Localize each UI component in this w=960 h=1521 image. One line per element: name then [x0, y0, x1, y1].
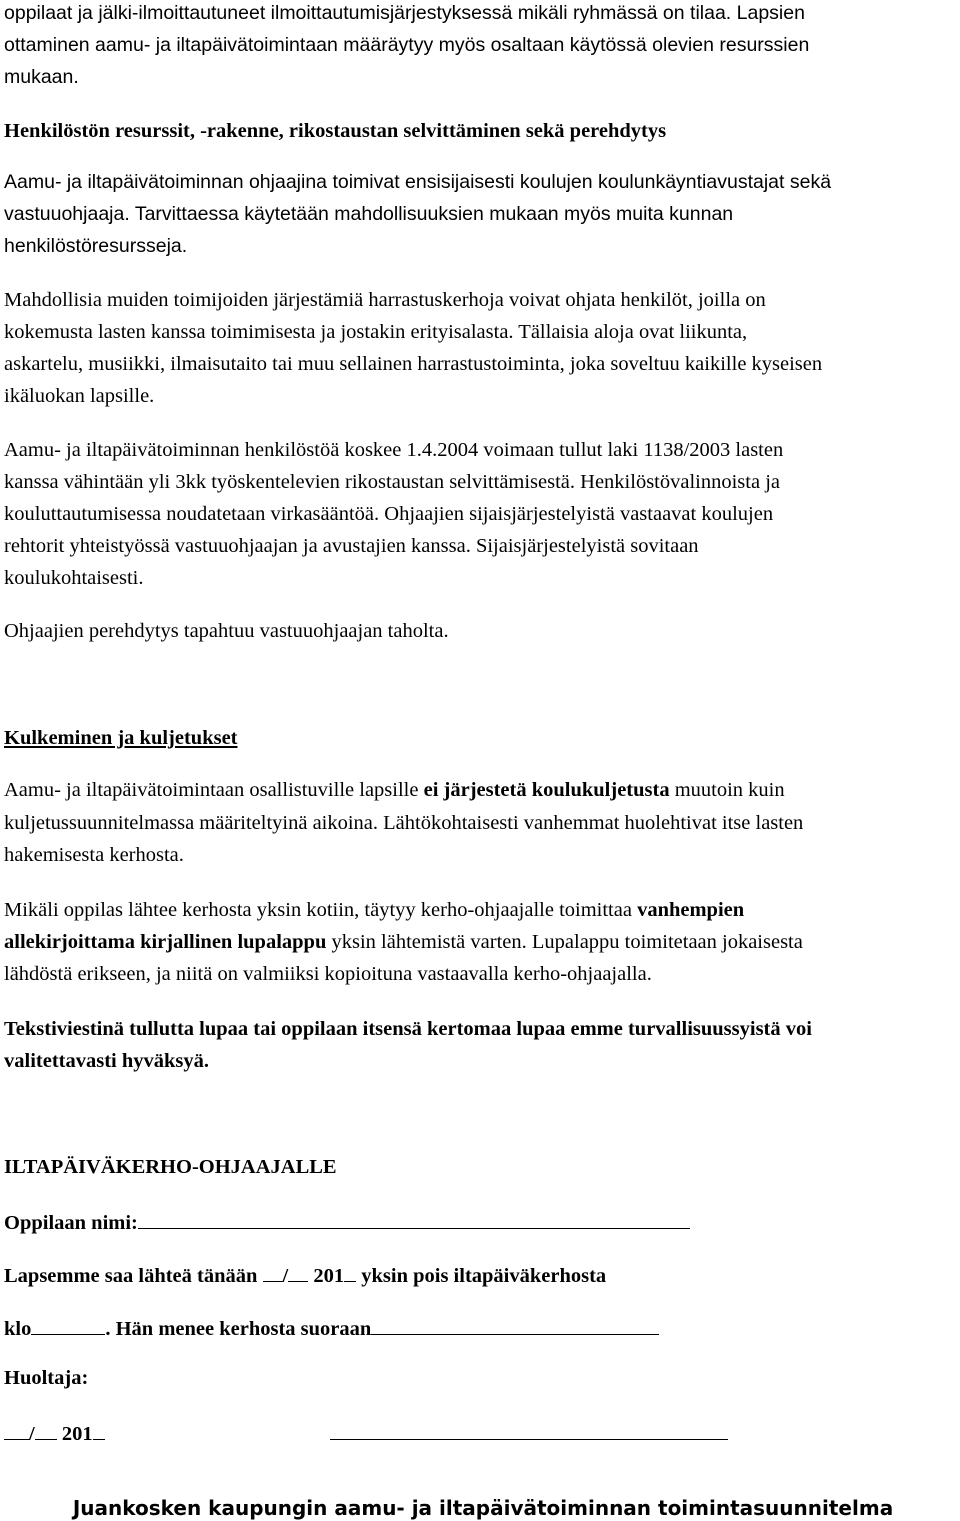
staff-paragraph-line: askartelu, musiikki, ilmaisutaito tai muu sellainen harrastustoiminta, joka soveltuu kaikille kyseisen [4, 353, 823, 375]
time-route-row [4, 1316, 659, 1340]
time-blank[interactable] [31, 1316, 105, 1335]
date-separator: / [282, 1265, 289, 1287]
intro-line: mukaan. [4, 66, 79, 88]
section-heading-transport: Kulkeminen ja kuljetukset [4, 727, 238, 749]
year-blank[interactable] [344, 1263, 356, 1282]
transport-paragraph-line [4, 780, 785, 801]
route-blank[interactable] [371, 1316, 659, 1335]
staff-paragraph-line: vastuuohjaaja. Tarvittaessa käytetään mahdollisuuksien mukaan myös muita kunnan [4, 203, 734, 225]
emphasis-no-transport: ei järjestetä koulukuljetusta [423, 779, 670, 801]
permission-row [4, 1263, 606, 1287]
transport-warning-line: valitettavasti hyväksyä. [4, 1050, 209, 1072]
student-name-label: Oppilaan nimi: [4, 1212, 138, 1234]
staff-paragraph-line: kokemusta lasten kanssa toimimisesta ja jostakin erityisalasta. Tällaisia aloja ovat liikunta, [4, 321, 748, 343]
staff-paragraph-line: Mahdollisia muiden toimijoiden järjestämiä harrastuskerhoja voivat ohjata henkilöt, joilla on [4, 289, 766, 311]
text-run: Mikäli oppilas lähtee kerhosta yksin kotiin, täytyy kerho-ohjaajalle toimittaa [4, 899, 638, 921]
route-text: . Hän menee kerhosta suoraan [105, 1318, 372, 1340]
month-blank[interactable] [288, 1263, 308, 1282]
year-prefix: 201 [56, 1423, 93, 1445]
text-run: muutoin kuin [669, 779, 785, 801]
staff-paragraph-line: kanssa vähintään yli 3kk työskentelevien rikostaustan selvittämisestä. Henkilöstövalinnoista ja [4, 471, 780, 493]
transport-paragraph-line [4, 900, 744, 921]
emphasis-permission: allekirjoittama kirjallinen lupalappu [4, 931, 327, 953]
student-name-row [4, 1210, 690, 1234]
transport-paragraph-line: kuljetussuunnitelmassa määriteltyinä aikoina. Lähtökohtaisesti vanhemmat huolehtivat itse lasten [4, 812, 804, 834]
signature-date-row [4, 1421, 105, 1445]
staff-paragraph-line: kouluttautumisessa noudatetaan virkasääntöä. Ohjaajien sijaisjärjestelyistä vastaavat koulujen [4, 503, 774, 525]
staff-paragraph-line: Aamu- ja iltapäivätoiminnan henkilöstöä koskee 1.4.2004 voimaan tullut laki 1138/2003 lasten [4, 439, 784, 461]
staff-paragraph-line: koulukohtaisesti. [4, 567, 144, 589]
year-prefix: 201 [308, 1265, 345, 1287]
intro-line: oppilaat ja jälki-ilmoittautuneet ilmoittautumisjärjestyksessä mikäli ryhmässä on tilaa. Lapsien [4, 2, 805, 24]
intro-line: ottaminen aamu- ja iltapäivätoimintaan määräytyy myös osaltaan käytössä olevien resurssien [4, 34, 810, 56]
month-blank[interactable] [35, 1421, 57, 1440]
year-blank[interactable] [93, 1421, 105, 1440]
staff-paragraph-line: ikäluokan lapsille. [4, 385, 155, 407]
footer-title: Juankosken kaupungin aamu- ja iltapäivätoiminnan toimintasuunnitelma [72, 1496, 894, 1520]
staff-paragraph-line: Ohjaajien perehdytys tapahtuu vastuuohjaajan taholta. [4, 620, 449, 642]
transport-paragraph-line: lähdöstä erikseen, ja niitä on valmiiksi kopioituna vastaavalla kerho-ohjaajalla. [4, 963, 652, 985]
transport-warning-line: Tekstiviestinä tullutta lupaa tai oppilaan itsensä kertomaa lupaa emme turvallisuussyistä voi [4, 1018, 812, 1040]
text-run: Aamu- ja iltapäivätoimintaan osallistuville lapsille [4, 779, 424, 801]
guardian-label: Huoltaja: [4, 1367, 89, 1389]
transport-paragraph-line [4, 932, 803, 953]
section-heading-staff: Henkilöstön resurssit, -rakenne, rikostaustan selvittäminen sekä perehdytys [4, 120, 667, 142]
emphasis-permission: vanhempien [637, 899, 745, 921]
transport-paragraph-line: hakemisesta kerhosta. [4, 844, 184, 866]
day-blank[interactable] [263, 1263, 283, 1282]
guardian-signature-line[interactable] [330, 1439, 728, 1440]
date-separator: / [29, 1423, 35, 1445]
staff-paragraph-line: henkilöstöresursseja. [4, 235, 188, 257]
text-run: yksin lähtemistä varten. Lupalappu toimitetaan jokaisesta [326, 931, 803, 953]
time-label: klo [4, 1318, 32, 1340]
staff-paragraph-line: rehtorit yhteistyössä vastuuohjaajan ja avustajien kanssa. Sijaisjärjestelyistä sovitaan [4, 535, 699, 557]
student-name-blank[interactable] [138, 1210, 690, 1229]
permission-text: yksin pois iltapäiväkerhosta [356, 1265, 607, 1287]
permission-text: Lapsemme saa lähteä tänään [4, 1265, 263, 1287]
form-title: ILTAPÄIVÄKERHO-OHJAAJALLE [4, 1156, 337, 1178]
staff-paragraph-line: Aamu- ja iltapäivätoiminnan ohjaajina toimivat ensisijaisesti koulujen koulunkäyntiavustajat sekä [4, 171, 832, 193]
day-blank[interactable] [4, 1421, 29, 1440]
